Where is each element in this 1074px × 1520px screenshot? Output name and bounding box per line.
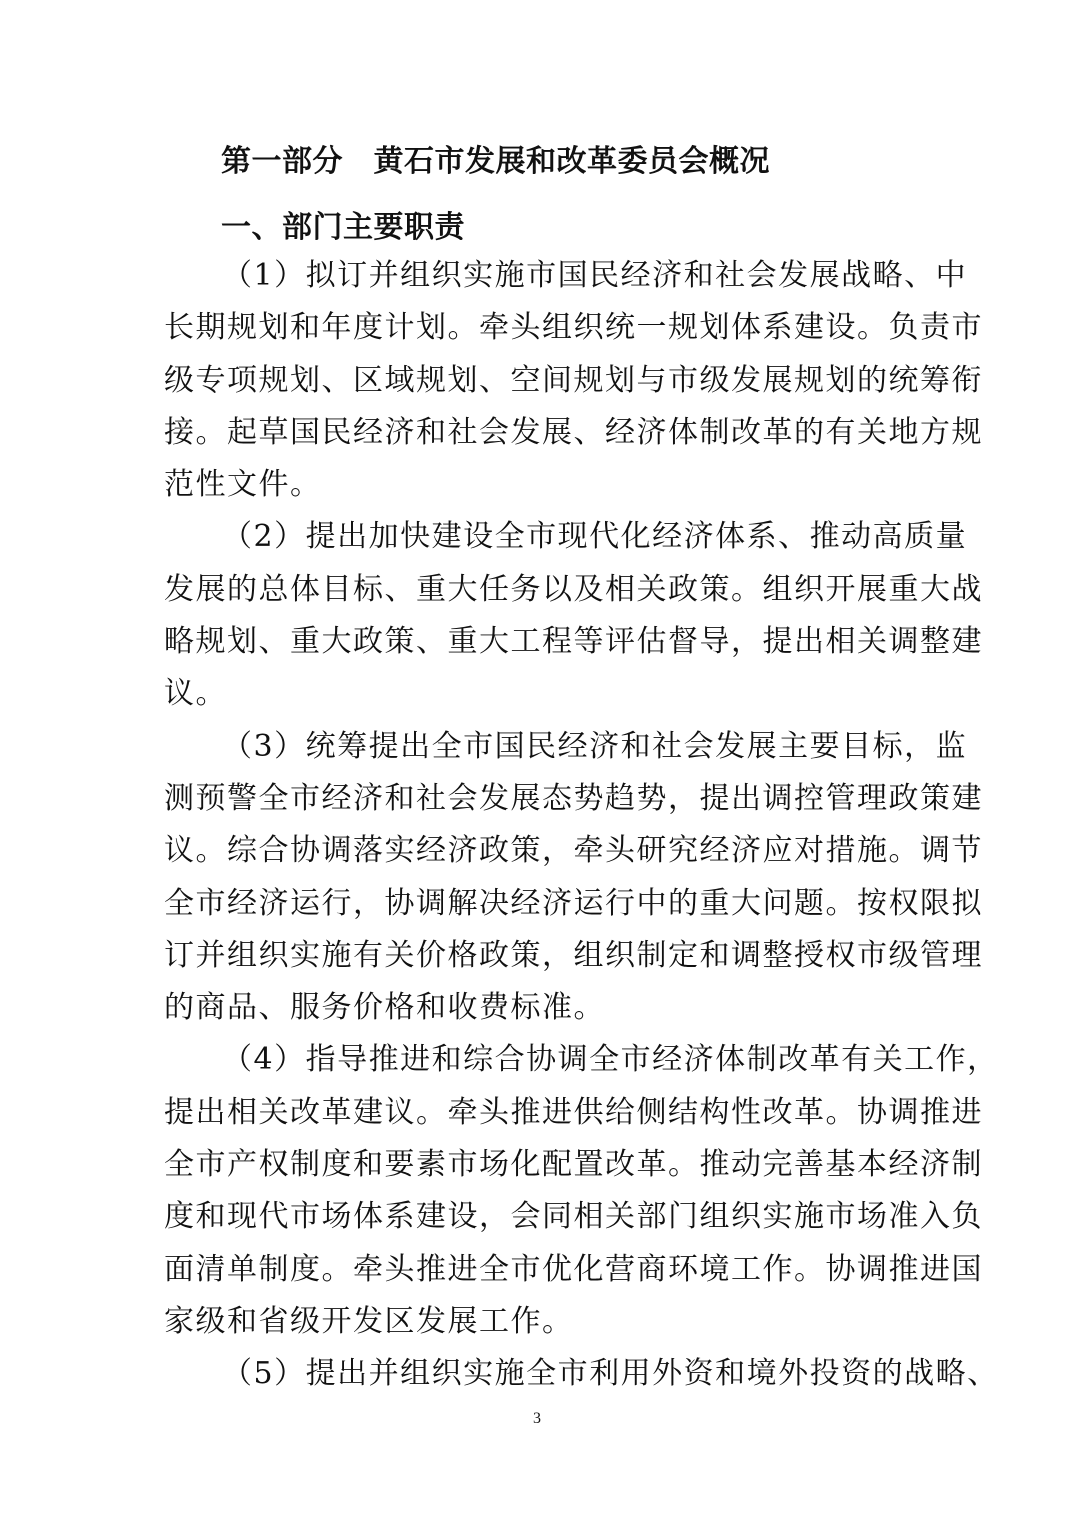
paragraph-line: 略规划、重大政策、重大工程等评估督导，提出相关调整建 <box>164 624 983 660</box>
paragraph-line: 范性文件。 <box>164 467 322 503</box>
page-number: 3 <box>533 1410 541 1427</box>
paragraph-line: 长期规划和年度计划。牵头组织统一规划体系建设。负责市 <box>164 310 983 346</box>
paragraph-line: 提出相关改革建议。牵头推进供给侧结构性改革。协调推进 <box>164 1094 983 1130</box>
paragraph <box>164 1034 999 1348</box>
paragraph-line: （2）提出加快建设全市现代化经济体系、推动高质量 <box>222 519 968 555</box>
paragraph-line: 级专项规划、区域规划、空间规划与市级发展规划的统筹衔 <box>164 362 983 398</box>
paragraph-line: 接。起草国民经济和社会发展、经济体制改革的有关地方规 <box>164 414 983 450</box>
paragraph-line: 订并组织实施有关价格政策，组织制定和调整授权市级管理 <box>164 937 983 973</box>
paragraph-line: （5）提出并组织实施全市利用外资和境外投资的战略、 <box>222 1356 999 1392</box>
paragraph-line: 议。 <box>164 676 227 712</box>
paragraph-line: 测预警全市经济和社会发展态势趋势，提出调控管理政策建 <box>164 780 983 816</box>
paragraph-line: 面清单制度。牵头推进全市优化营商环境工作。协调推进国 <box>164 1251 983 1287</box>
paragraph-line: 的商品、服务价格和收费标准。 <box>164 990 605 1026</box>
paragraph-line: 全市经济运行，协调解决经济运行中的重大问题。按权限拟 <box>164 885 983 921</box>
paragraph-line: 议。综合协调落实经济政策，牵头研究经济应对措施。调节 <box>164 833 983 869</box>
body-text <box>164 250 999 1401</box>
paragraph-line: 全市产权制度和要素市场化配置改革。推动完善基本经济制 <box>164 1147 983 1183</box>
paragraph-line: 度和现代市场体系建设，会同相关部门组织实施市场准入负 <box>164 1199 983 1235</box>
paragraph-line: 发展的总体目标、重大任务以及相关政策。组织开展重大战 <box>164 571 983 607</box>
paragraph-line: 家级和省级开发区发展工作。 <box>164 1303 574 1339</box>
page-title: 第一部分 黄石市发展和改革委员会概况 <box>221 144 770 179</box>
paragraph <box>164 721 983 1035</box>
paragraph-line: （1）拟订并组织实施市国民经济和社会发展战略、中 <box>222 258 968 293</box>
paragraph <box>164 1348 999 1400</box>
paragraph <box>164 250 983 511</box>
paragraph <box>164 511 983 720</box>
paragraph-line: （3）统筹提出全市国民经济和社会发展主要目标，监 <box>222 728 968 764</box>
section-heading: 一、部门主要职责 <box>221 210 465 245</box>
paragraph-line: （4）指导推进和综合协调全市经济体制改革有关工作， <box>222 1042 999 1078</box>
